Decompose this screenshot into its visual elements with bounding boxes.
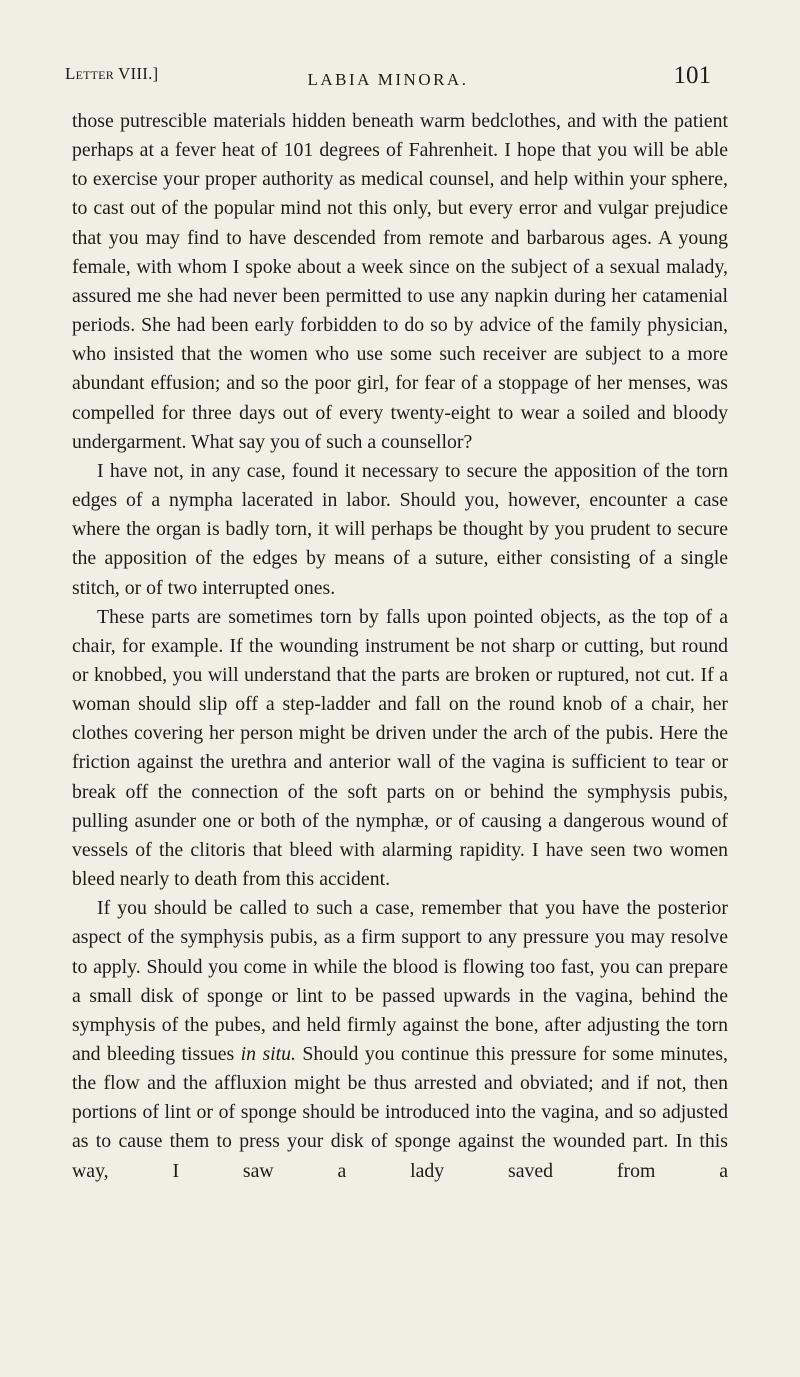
- running-title: LABIA MINORA.: [307, 70, 469, 89]
- paragraph-falls: These parts are sometimes torn by falls upon pointed objects, as the top of a chair, for example. If the wounding instrument be not sharp or cutting, but round or knobbed, you will understand that the parts are broken or ruptured, not cut. If a woman should slip off a step-ladder and fall on the round knob of a chair, her clothes covering her person might be driven under the arch of the pubis. Here the friction against the urethra and anterior wall of the vagina is sufficient to tear or break off the connection of the soft parts on or behind the symphysis pubis, pulling asunder one or both of the nymphæ, or of causing a dangerous wound of vessels of the clitoris that bleed with alarming rapidity. I have seen two women bleed nearly to death from this accident.: [72, 605, 728, 891]
- in-situ-italic: in situ.: [240, 1043, 296, 1065]
- body-text: [72, 107, 728, 1186]
- treatment-text-after: Should you continue this pressure for some minutes, the flow and the affluxion might be thus arrested and obviated; and if not, then portions of lint or of sponge should be introduced into the vagina, and so adjusted as to cause them to press your disk of sponge against the wounded part. In this way, I saw a lady saved from a: [72, 1043, 728, 1182]
- paragraph-continuation: those putrescible materials hidden beneath warm bedclothes, and with the patient perhaps at a fever heat of 101 degrees of Fahrenheit. I hope that you will be able to exercise your proper authority as medical counsel, and help within your sphere, to cast out of the popular mind not this only, but every error and vulgar prejudice that you may find to have descended from remote and barbarous ages. A young female, with whom I spoke about a week since on the subject of a sexual malady, assured me she had never been permitted to use any napkin during her catamenial periods. She had been early forbidden to do so by advice of the family physician, who insisted that the women who use some such receiver are subject to a more abundant effusion; and so the poor girl, for fear of a stoppage of her menses, was compelled for three days out of every twenty-eight to wear a soiled and bloody undergarment. What say you of such a counsellor?: [72, 110, 728, 453]
- paragraph-treatment: [72, 894, 728, 1186]
- paragraph-suture: I have not, in any case, found it necessary to secure the apposition of the torn edges of a nympha lacerated in labor. Should you, however, encounter a case where the organ is badly torn, it will perhaps be thought by you prudent to secure the apposition of the edges by means of a suture, either consisting of a single stitch, or of two interrupted ones.: [72, 459, 728, 599]
- letter-reference: Letter VIII.]: [65, 64, 159, 83]
- running-header: [65, 62, 711, 98]
- page-number: 101: [673, 62, 711, 89]
- treatment-text-before: If you should be called to such a case, remember that you have the posterior aspect of the symphysis pubis, as a firm support to any pressure you may resolve to apply. Should you come in while the blood is flowing too fast, you can prepare a small disk of sponge or lint to be passed upwards in the vagina, behind the symphysis of the pubes, and held firmly against the bone, after adjusting the torn and bleeding tissues: [72, 897, 728, 1065]
